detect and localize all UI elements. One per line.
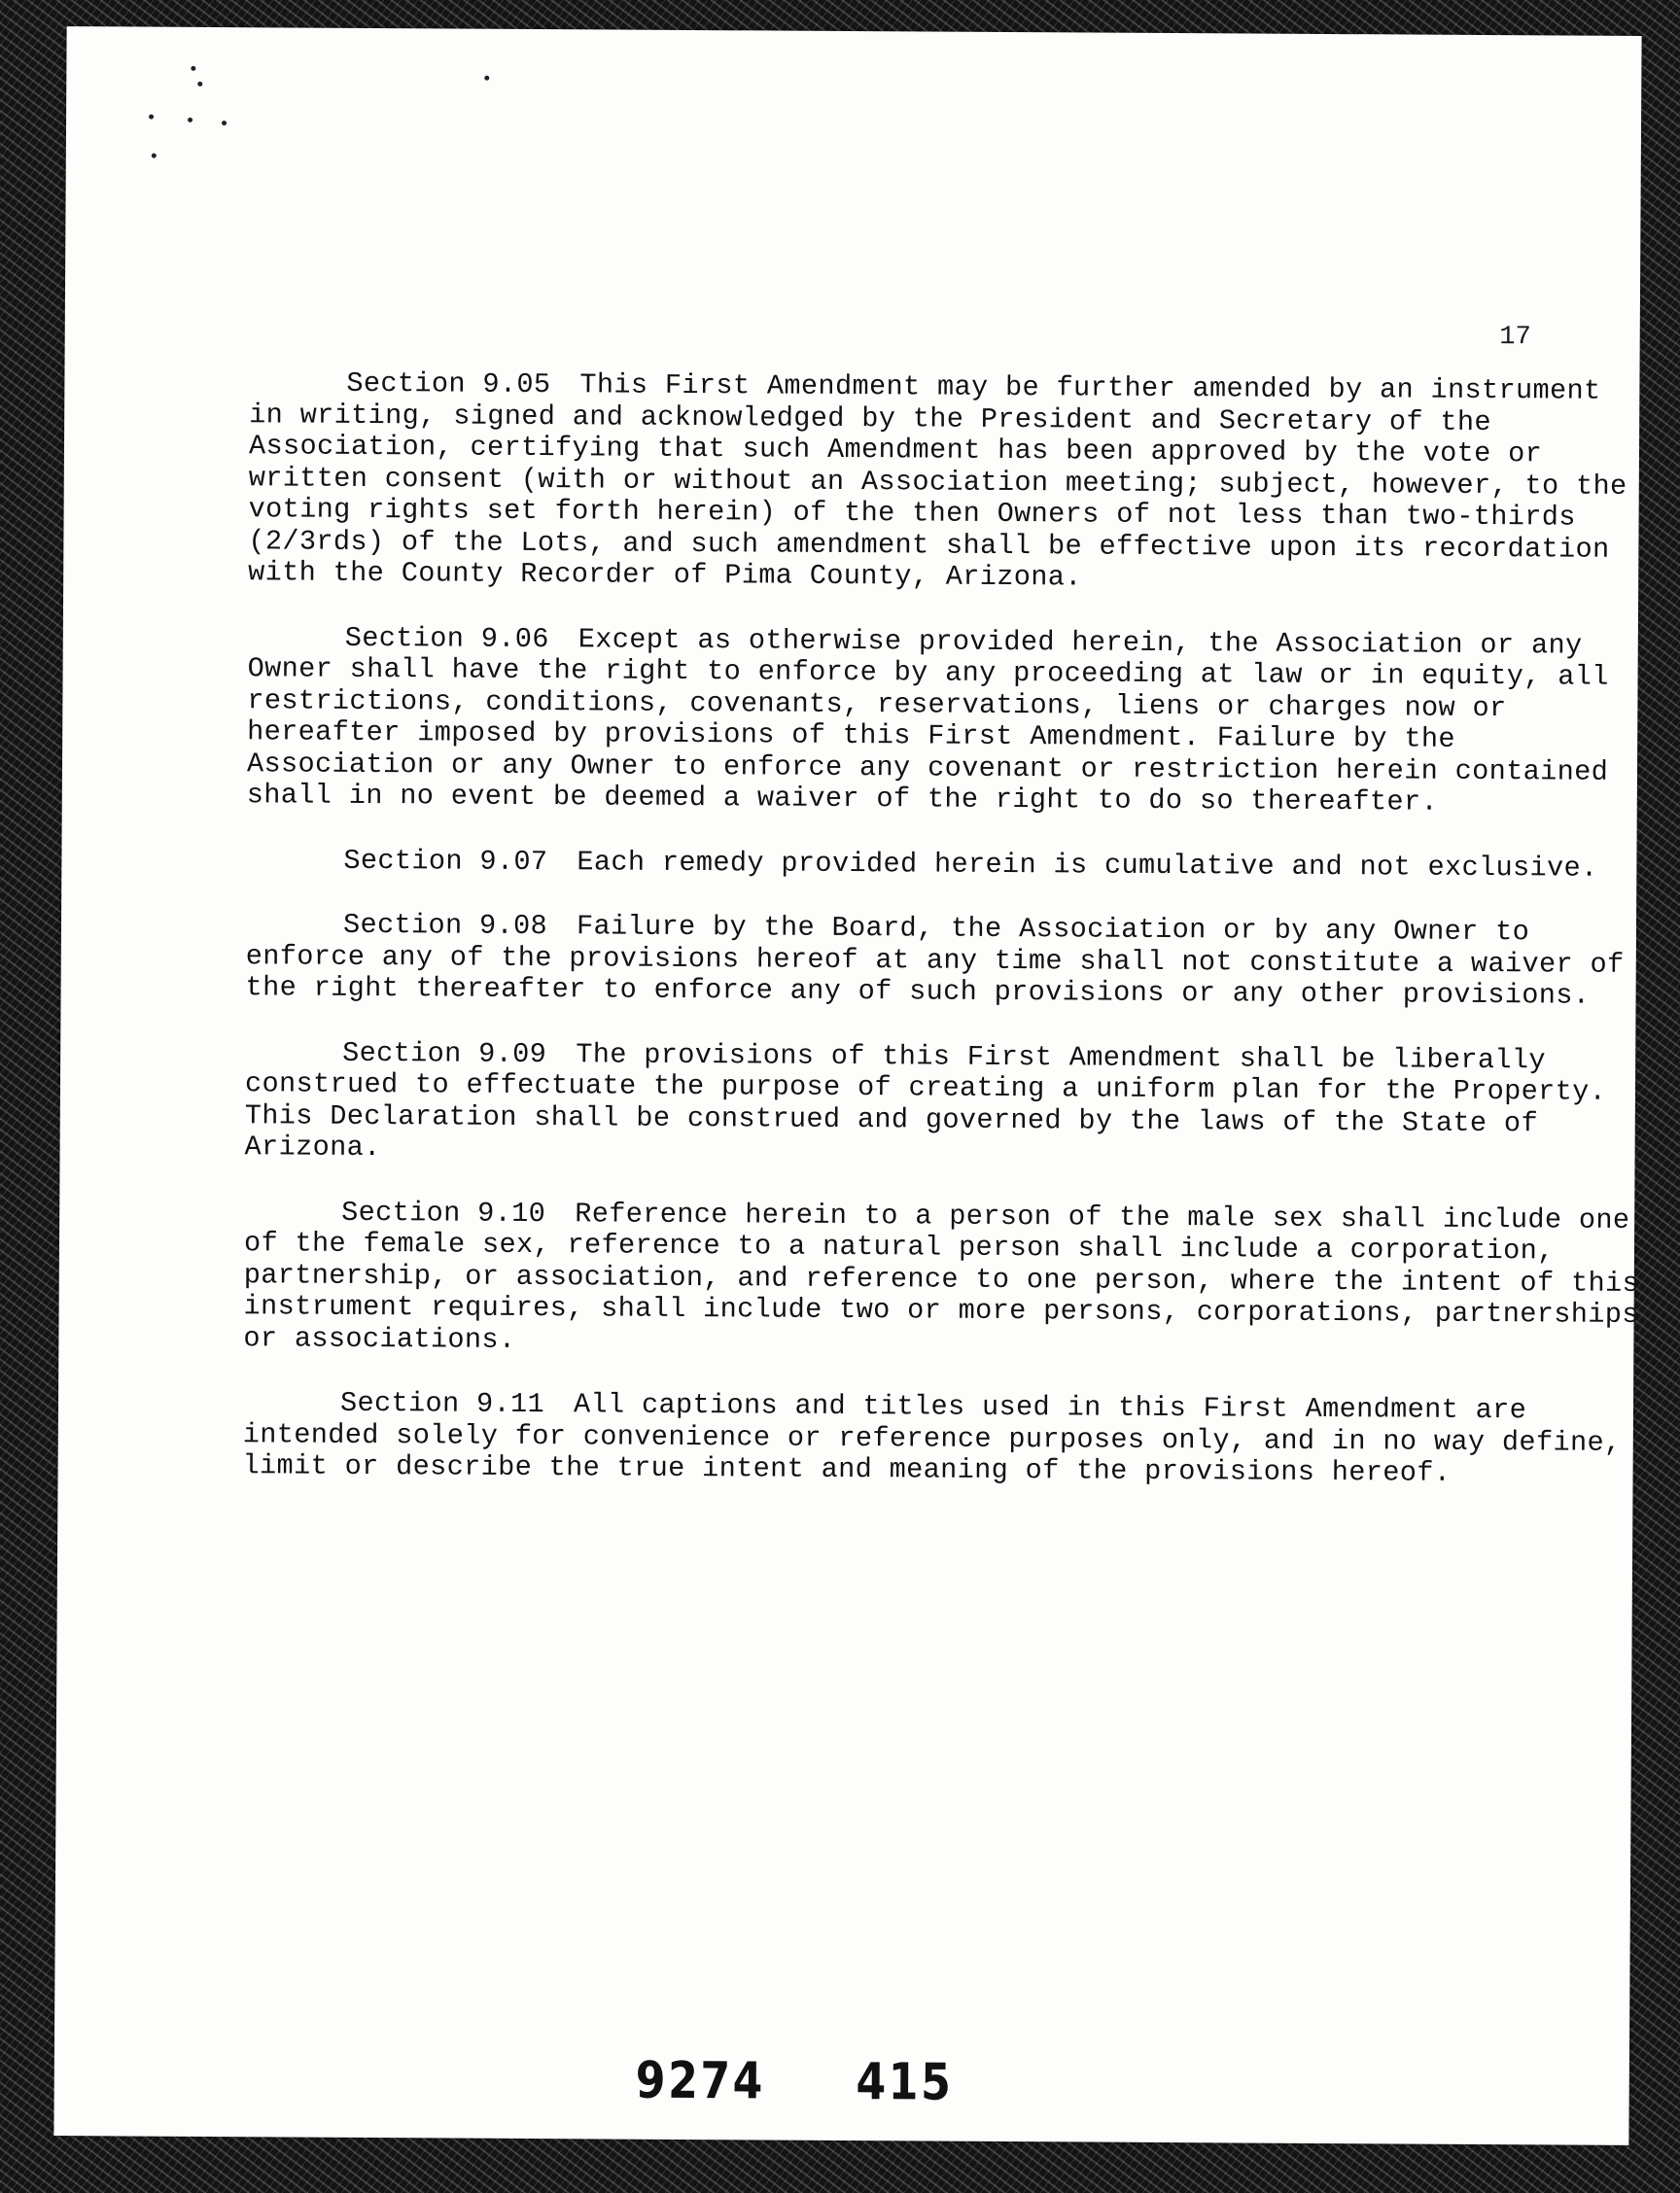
section-text: Each remedy provided herein is cumulative and not exclusive. bbox=[577, 845, 1598, 885]
section-9-06 bbox=[247, 622, 1648, 820]
section-text: Reference herein to a person of the male sex shall include one of the female sex, reference to a natural person shall include a corporation, partnership, or association, and reference to one person, where the intent of this instrument requires, shall include two or more persons, corporations, partnerships or associations. bbox=[243, 1197, 1640, 1356]
document-page bbox=[53, 26, 1641, 2145]
section-9-11 bbox=[242, 1387, 1643, 1490]
section-heading: Section 9.06 bbox=[344, 621, 549, 655]
scan-speck bbox=[188, 118, 192, 122]
section-text: The provisions of this First Amendment shall be liberally construed to effectuate the purpose of creating a uniform plan for the Property. This Declaration shall be construed and governed by the laws of the State of Arizona. bbox=[244, 1037, 1607, 1165]
section-heading: Section 9.08 bbox=[342, 908, 548, 943]
scan-speck bbox=[191, 66, 195, 71]
section-9-09 bbox=[245, 1037, 1646, 1172]
recording-stamp bbox=[636, 2052, 954, 2112]
section-heading: Section 9.09 bbox=[342, 1036, 547, 1070]
document-body bbox=[242, 367, 1649, 1523]
section-9-07 bbox=[246, 845, 1646, 885]
section-heading: Section 9.10 bbox=[341, 1196, 546, 1230]
section-text: All captions and titles used in this First Amendment are intended solely for convenience or reference purposes only, and in no way define, limit or describe the true intent and meaning of the provisions hereof. bbox=[242, 1388, 1622, 1489]
section-9-08 bbox=[246, 909, 1647, 1012]
scan-speck bbox=[149, 115, 154, 120]
section-heading: Section 9.11 bbox=[339, 1386, 545, 1421]
scan-speck bbox=[484, 76, 489, 81]
recording-page: 415 bbox=[856, 2053, 954, 2112]
scan-speck bbox=[197, 82, 202, 87]
section-heading: Section 9.07 bbox=[343, 844, 548, 878]
page-number: 17 bbox=[1499, 323, 1531, 353]
recording-docket: 9274 bbox=[635, 2051, 766, 2111]
section-text: Except as otherwise provided herein, the Association or any Owner shall have the right to enforce by any proceeding at law or in equity, all restrictions, conditions, covenants, reservations, liens or charges now or hereafter imposed by provisions of this First Amendment. Failure by the Association or any Owner to enforce any covenant or restriction herein contained shall in no event be deemed a waiver of the right to do so thereafter. bbox=[246, 622, 1609, 818]
section-9-10 bbox=[243, 1197, 1644, 1363]
section-text: Failure by the Board, the Association or by any Owner to enforce any of the provisions hereof at any time shall not constitute a waiver of the right thereafter to enforce any of such provisions or any other provisions. bbox=[245, 910, 1625, 1012]
section-heading: Section 9.05 bbox=[346, 366, 551, 401]
scan-speck bbox=[152, 154, 157, 158]
section-9-05 bbox=[248, 367, 1649, 597]
scan-speck bbox=[222, 121, 227, 125]
section-text: This First Amendment may be further amended by an instrument in writing, signed and acknowledged by the President and Secretary of the Association, certifying that such Amendment has been approved by the vote or written consent (with or without an Association meeting; subject, however, to the voting rights set forth herein) of the then Owners of not less than two-thirds (2/3rds) of the Lots, and such amendment shall be effective upon its recordation with the County Recorder of Pima County, Arizona. bbox=[248, 368, 1628, 594]
